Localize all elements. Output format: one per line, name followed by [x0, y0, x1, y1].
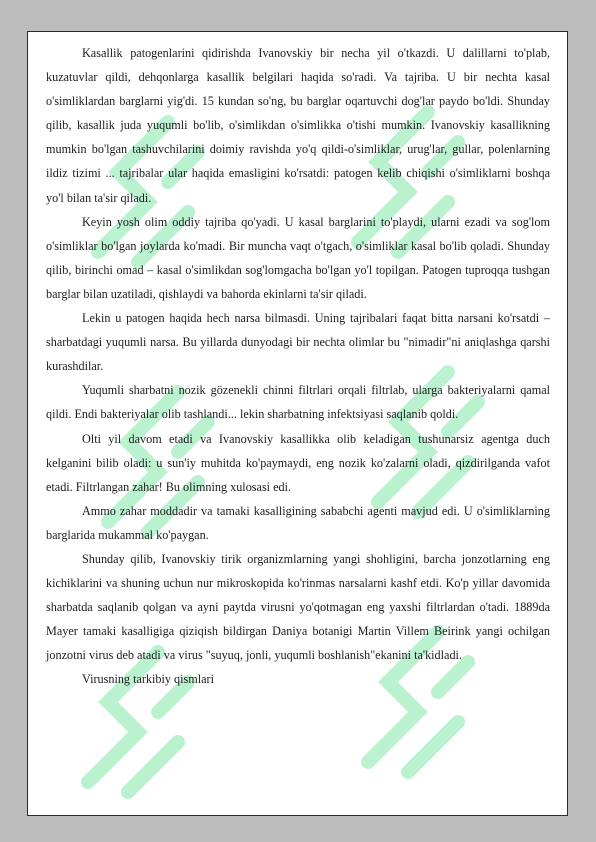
paragraph: Keyin yosh olim oddiy tajriba qo'yadi. U kasal barglarini to'playdi, ularni ezadi va sog'lom o'simliklar bo'lgan joylarda ko'madi. Bir muncha vaqt o'tgach, o'simliklar kasal bo'lib qoladi. Shunday qilib, birinchi omad – kasal o'simlikdan sog'lomgacha bo'lgan yo'l topilgan. Patogen tuproqqa tushgan barglar bilan uzatiladi, qishlaydi va bahorda ekinlarni ta'sir qiladi. — [46, 214, 550, 301]
paragraph: Ammo zahar moddadir va tamaki kasalligining sababchi agenti mavjud edi. U o'simliklarning barglarida mukammal ko'paygan. — [46, 503, 550, 542]
paragraph: Olti yil davom etadi va Ivanovskiy kasallikka olib keladigan tushunarsiz agentga duch kelganini bilib oladi: u sun'iy muhitda ko'paymaydi, eng nozik ko'zalarni oladi, qizdirilganda vafot etadi. Filtrlangan zahar! Bu olimning xulosasi edi. — [46, 431, 550, 494]
document-body — [46, 41, 550, 692]
paragraph: Lekin u patogen haqida hech narsa bilmasdi. Uning tajribalari faqat bitta narsani ko'rsatdi – sharbatdagi yuqumli narsa. Bu yillarda dunyodagi bir nechta olimlar bu "nimadir"ni aniqlashga qarshi kurashdilar. — [46, 311, 550, 374]
section-heading: Virusning tarkibiy qismlari — [82, 672, 214, 687]
paragraph: Shunday qilib, Ivanovskiy tirik organizmlarning yangi shohligini, barcha jonzotlarning eng kichiklarini va shuning uchun nur mikroskopida ko'rinmas narsalarni kashf etdi. Ko'p yillar davomida sharbatda saqlanib qolgan va ayni paytda virusni yo'qotmagan eng yaxshi filtrlardan o'tadi. 1889da Mayer tamaki kasalligiga qiziqish bildirgan Daniya botanigi Martin Villem Beirink yangi ochilgan jonzotni virus deb atadi va virus "suyuq, jonli, yuqumli boshlanish"ekanini ta'kidladi. — [46, 551, 550, 663]
document-page — [27, 31, 568, 816]
paragraph: Yuqumli sharbatni nozik gözenekli chinni filtrlari orqali filtrlab, ularga bakteriyalarni qamal qildi. Endi bakteriyalar olib tashlandi... lekin sharbatning infektsiyasi saqlanib qoldi. — [46, 383, 550, 422]
paragraph: Kasallik patogenlarini qidirishda Ivanovskiy bir necha yil o'tkazdi. U dalillarni to'plab, kuzatuvlar qildi, dehqonlarga kasallik belgilari haqida so'radi. Va tajriba. U bir nechta kasal o'simliklardan barglarni yig'di. 15 kundan so'ng, bu barglar oqartuvchi dog'lar paydo bo'ldi. Shunday qilib, kasallik juda yuqumli bo'lib, o'simlikdan o'simlikka o'tishi mumkin. Ivanovskiy kasallikning mumkin bo'lgan tashuvchilarini doimiy ravishda yo'q qildi-o'simliklar, urug'lar, gullar, polenlarning ildiz tizimi ... tajribalar ular haqida emasligini ko'rsatdi: patogen kelib chiqishi o'simliklarni boshqa yo'l bilan ta'sir qiladi. — [46, 46, 550, 205]
